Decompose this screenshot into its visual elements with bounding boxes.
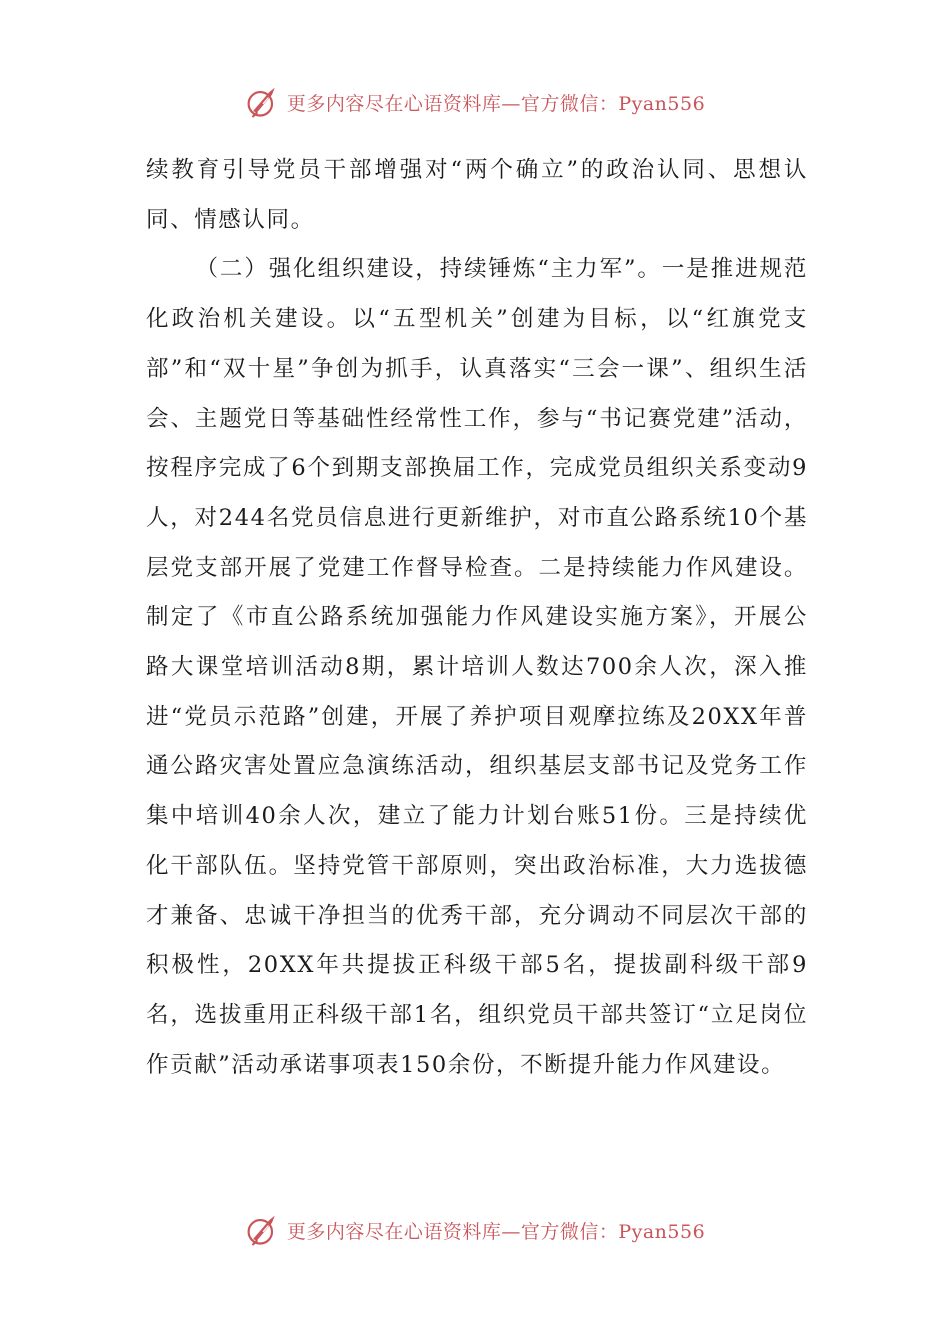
document-body <box>146 146 808 1090</box>
footer-watermark-banner <box>0 1210 950 1250</box>
paragraph-continuation: 续教育引导党员干部增强对“两个确立”的政治认同、思想认同、情感认同。 <box>146 157 808 233</box>
footer-watermark-text: 更多内容尽在心语资料库—官方微信：Pyan556 <box>286 1220 706 1243</box>
header-watermark-text: 更多内容尽在心语资料库—官方微信：Pyan556 <box>286 92 706 115</box>
pen-nib-logo-icon <box>245 84 281 120</box>
paragraph-organization-building: （二）强化组织建设，持续锤炼“主力军”。一是推进规范化政治机关建设。以“五型机关”创建为目标，以“红旗党支部”和“双十星”争创为抓手，认真落实“三会一课”、组织生活会、主题党日等基础性经常性工作，参与“书记赛党建”活动，按程序完成了6个到期支部换届工作，完成党员组织关系变动9人，对244名党员信息进行更新维护，对市直公路系统10个基层党支部开展了党建工作督导检查。二是持续能力作风建设。制定了《市直公路系统加强能力作风建设实施方案》，开展公路大课堂培训活动8期，累计培训人数达700余人次，深入推进“党员示范路”创建，开展了养护项目观摩拉练及20XX年普通公路灾害处置应急演练活动，组织基层支部书记及党务工作集中培训40余人次，建立了能力计划台账51份。三是持续优化干部队伍。坚持党管干部原则，突出政治标准，大力选拔德才兼备、忠诚干净担当的优秀干部，充分调动不同层次干部的积极性，20XX年共提拔正科级干部5名，提拔副科级干部9名，选拔重用正科级干部1名，组织党员干部共签订“立足岗位作贡献”活动承诺事项表150余份，不断提升能力作风建设。 <box>146 256 808 1078</box>
pen-nib-logo-icon <box>245 1212 281 1248</box>
header-watermark-banner <box>0 82 950 122</box>
